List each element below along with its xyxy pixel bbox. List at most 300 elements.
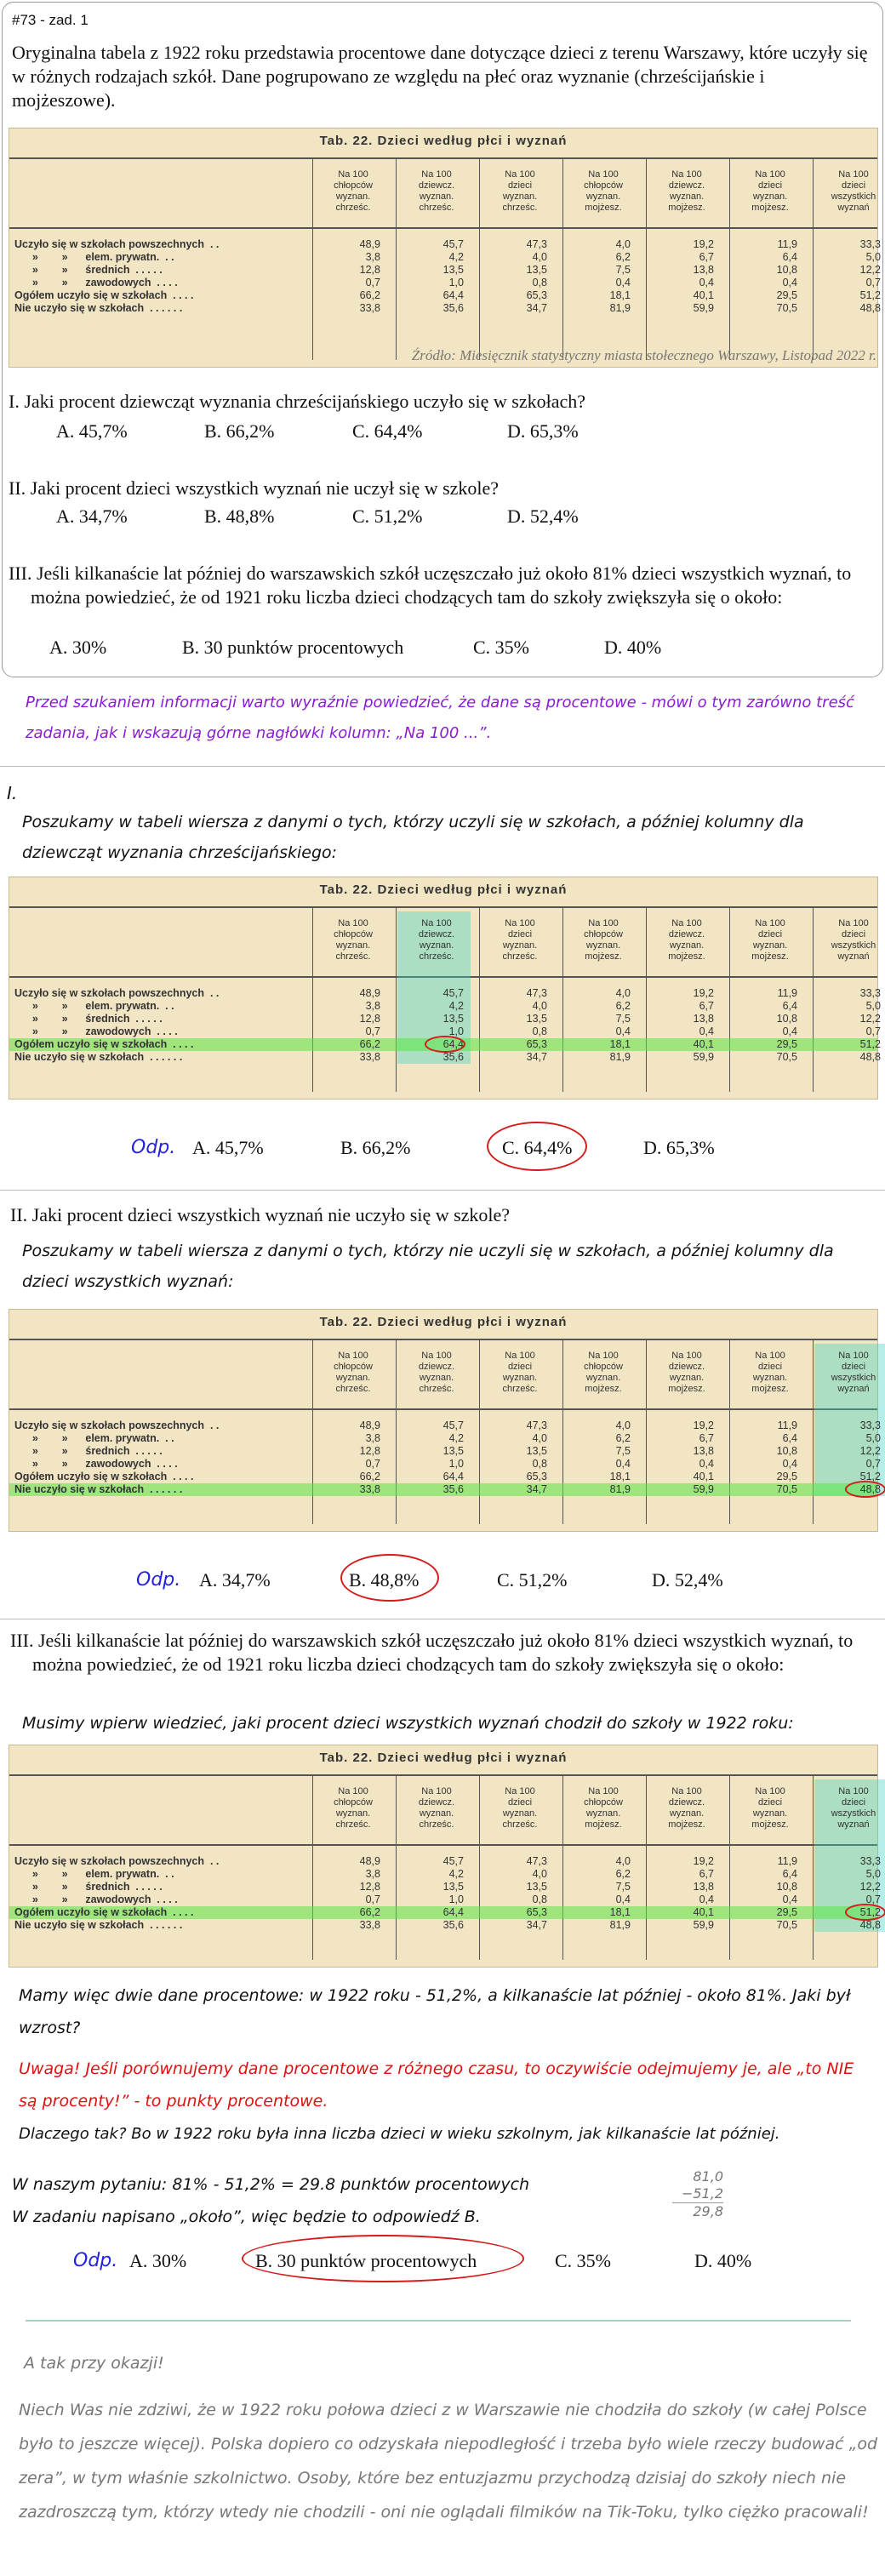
table-cell: 0,8 xyxy=(532,277,547,288)
solution-1-answer-label: Odp. xyxy=(131,1137,176,1158)
column-header-line: Na 100 xyxy=(421,1786,452,1796)
column-header-line: dzieci xyxy=(507,180,533,191)
table-cell: 11,9 xyxy=(777,238,797,250)
table-cell: 13,5 xyxy=(442,1445,464,1457)
table-cell: 64,4 xyxy=(442,1038,464,1050)
cell-circle xyxy=(845,1904,885,1921)
solution-2-question: II. Jaki procent dzieci wszystkich wyznań nie uczyło się w szkole? xyxy=(10,1204,511,1225)
solution-3-calc: W naszym pytaniu: 81% - 51,2% = 29.8 punktów procentowych xyxy=(12,2175,530,2194)
column-header-line: Na 100 xyxy=(421,169,452,180)
outro-divider xyxy=(26,2320,851,2322)
table-cell: 45,7 xyxy=(442,238,464,250)
table-cell: 11,9 xyxy=(777,1855,797,1867)
column-header xyxy=(479,1786,561,1831)
table-cell: 7,5 xyxy=(615,1013,631,1025)
column-header-line: dzieci xyxy=(757,1362,783,1372)
table-cell: 51,2 xyxy=(859,289,881,301)
column-header-line: dziewcz. xyxy=(668,1362,705,1372)
column-header xyxy=(646,1786,728,1831)
solution-1-label: I. xyxy=(7,783,18,803)
q1-option-d: D. 65,3% xyxy=(507,420,579,442)
column-header-line: Na 100 xyxy=(421,1351,452,1361)
table-cell: 51,2 xyxy=(859,1471,881,1482)
column-header-line: chłopców xyxy=(584,180,623,191)
column-header xyxy=(562,918,644,962)
column-header-line: Na 100 xyxy=(755,1351,785,1361)
row-label: Uczyło się w szkołach powszechnych . . xyxy=(14,1855,220,1867)
column-header-line: wyznan. xyxy=(585,940,621,951)
column-header-line: Na 100 xyxy=(838,1786,869,1796)
column-header-line: dzieci xyxy=(757,180,783,191)
column-header xyxy=(646,918,728,962)
task-code: #73 - zad. 1 xyxy=(12,12,88,28)
column-header-line: dzieci xyxy=(507,929,533,940)
table-cell: 64,4 xyxy=(442,289,464,301)
table-cell: 34,7 xyxy=(526,1051,547,1063)
table-cell: 4,0 xyxy=(615,238,631,250)
table-cell: 59,9 xyxy=(693,1919,714,1931)
row-label: Ogółem uczyło się w szkołach . . . . xyxy=(14,1038,194,1050)
column-header-line: mojżesz. xyxy=(668,1384,705,1394)
column-header-line: wyznan. xyxy=(669,940,705,951)
column-header-line: mojżesz. xyxy=(668,203,705,213)
table-cell: 33,3 xyxy=(859,1419,881,1431)
divider xyxy=(0,766,885,767)
table-cell: 7,5 xyxy=(615,1881,631,1893)
table-cell: 10,8 xyxy=(776,264,797,276)
column-header-line: Na 100 xyxy=(505,169,535,180)
table-cell: 0,8 xyxy=(532,1025,547,1037)
column-header xyxy=(312,1351,394,1395)
table-cell: 66,2 xyxy=(359,1906,380,1918)
outro-title: A tak przy okazji! xyxy=(24,2354,164,2373)
column-header-line: Na 100 xyxy=(755,169,785,180)
table-cell: 4,2 xyxy=(448,251,464,263)
column-header-line: mojżesz. xyxy=(668,951,705,962)
column-header-line: Na 100 xyxy=(838,1351,869,1361)
table-cell: 7,5 xyxy=(615,1445,631,1457)
table-cell: 1,0 xyxy=(448,1025,464,1037)
column-header-line: chrześc. xyxy=(419,951,454,962)
row-label: » » średnich . . . . . xyxy=(14,1445,163,1457)
q2-option-c: C. 51,2% xyxy=(352,505,423,527)
column-header xyxy=(813,918,885,962)
table-cell: 59,9 xyxy=(693,302,714,314)
row-label: Nie uczyło się w szkołach . . . . . . xyxy=(14,1919,183,1931)
row-label: » » elem. prywatn. . . xyxy=(14,1868,174,1880)
column-header-line: wszystkich xyxy=(831,191,876,202)
column-header-line: chrześc. xyxy=(335,203,371,213)
table-cell: 6,7 xyxy=(699,1868,714,1880)
column-header xyxy=(396,169,477,214)
table-cell: 65,3 xyxy=(526,1038,547,1050)
table-cell: 40,1 xyxy=(693,1471,714,1482)
table-title: Tab. 22. Dzieci według płci i wyznań xyxy=(319,1315,568,1329)
column-header xyxy=(562,1351,644,1395)
column-header-line: wyznan. xyxy=(752,940,788,951)
column-header-line: wyznan. xyxy=(752,191,788,202)
table-cell: 6,7 xyxy=(699,1000,714,1012)
table-cell: 33,8 xyxy=(359,302,380,314)
table-cell: 19,2 xyxy=(693,1419,714,1431)
column-header-line: mojżesz. xyxy=(585,1384,622,1394)
table-cell: 13,8 xyxy=(693,1881,714,1893)
table-cell: 35,6 xyxy=(442,1919,464,1931)
table-cell: 12,8 xyxy=(359,1881,380,1893)
table-rule xyxy=(9,906,877,908)
column-header-line: wyznan. xyxy=(419,1808,454,1819)
table-cell: 13,5 xyxy=(526,1445,547,1457)
table-cell: 45,7 xyxy=(442,987,464,999)
table-cell: 6,2 xyxy=(615,251,631,263)
column-header xyxy=(312,1786,394,1831)
column-header-line: dzieci xyxy=(841,1797,866,1808)
s1-answer-circle xyxy=(487,1122,587,1171)
table-cell: 13,5 xyxy=(526,1881,547,1893)
column-header-line: wyznan. xyxy=(752,1808,788,1819)
column-header xyxy=(479,169,561,214)
column-header-line: chłopców xyxy=(584,1362,623,1372)
column-header-line: Na 100 xyxy=(671,1351,702,1361)
table-title: Tab. 22. Dzieci według płci i wyznań xyxy=(319,1751,568,1765)
s1-option-c: C. 64,4% xyxy=(502,1137,573,1158)
table-cell: 1,0 xyxy=(448,1458,464,1470)
column-header-line: Na 100 xyxy=(505,918,535,928)
column-header-line: dziewcz. xyxy=(668,1797,705,1808)
solution-3-two-values: Mamy więc dwie dane procentowe: w 1922 roku - 51,2%, a kilkanaście lat później - około 81%. Jaki był wzrost? xyxy=(19,1986,851,2037)
q2-option-d: D. 52,4% xyxy=(507,505,579,527)
table-cell: 47,3 xyxy=(526,238,547,250)
q1-option-c: C. 64,4% xyxy=(352,420,423,442)
column-header-line: wyznan. xyxy=(502,940,538,951)
column-header-line: wyznan. xyxy=(335,1808,371,1819)
q3-option-d: D. 40% xyxy=(604,637,662,658)
table-cell: 0,8 xyxy=(532,1893,547,1905)
table-cell: 0,4 xyxy=(699,1893,714,1905)
column-header-line: chłopców xyxy=(334,929,373,940)
table-title: Tab. 22. Dzieci według płci i wyznań xyxy=(319,134,568,148)
table-cell: 0,7 xyxy=(365,277,380,288)
q3-option-b: B. 30 punktów procentowych xyxy=(182,637,404,658)
column-header xyxy=(729,169,811,214)
table-cell: 4,0 xyxy=(532,1000,547,1012)
column-header-line: Na 100 xyxy=(588,1786,619,1796)
column-header xyxy=(396,1351,477,1395)
cell-circle xyxy=(425,1036,465,1053)
column-header-line: wyznań xyxy=(837,1384,870,1394)
s3-option-a: A. 30% xyxy=(129,2250,187,2271)
hint-text: Przed szukaniem informacji warto wyraźnie powiedzieć, że dane są procentowe - mówi o tym zarówno treść zadania, jak i wskazują górne nagłówki kolumn: „Na 100 ...”. xyxy=(26,694,854,742)
table-cell: 11,9 xyxy=(777,987,797,999)
table-cell: 0,4 xyxy=(615,1893,631,1905)
column-header-line: dzieci xyxy=(841,929,866,940)
column-header-line: wyznan. xyxy=(502,1373,538,1383)
table-rule xyxy=(9,227,877,229)
column-header-line: wyznan. xyxy=(752,1373,788,1383)
table-cell: 10,8 xyxy=(776,1013,797,1025)
table-rule xyxy=(9,157,877,159)
table-cell: 0,4 xyxy=(699,1458,714,1470)
column-header-line: Na 100 xyxy=(588,918,619,928)
table-cell: 10,8 xyxy=(776,1881,797,1893)
column-header-line: wyznan. xyxy=(669,1808,705,1819)
table-cell: 6,4 xyxy=(782,1432,797,1444)
table-cell: 47,3 xyxy=(526,1855,547,1867)
table-cell: 5,0 xyxy=(865,1868,881,1880)
row-label: » » elem. prywatn. . . xyxy=(14,1432,174,1444)
table-cell: 59,9 xyxy=(693,1051,714,1063)
column-header xyxy=(312,169,394,214)
column-header-line: chrześc. xyxy=(502,951,538,962)
column-header xyxy=(396,1786,477,1831)
table-rule xyxy=(9,1844,877,1846)
table-cell: 5,0 xyxy=(865,1000,881,1012)
column-header xyxy=(562,1786,644,1831)
table-cell: 47,3 xyxy=(526,987,547,999)
table-cell: 48,9 xyxy=(359,987,380,999)
q2-option-b: B. 48,8% xyxy=(204,505,275,527)
table-solution-2 xyxy=(9,1309,881,1532)
table-cell: 6,4 xyxy=(782,1000,797,1012)
column-header-line: chrześc. xyxy=(335,951,371,962)
table-cell: 0,7 xyxy=(865,1458,881,1470)
row-label: » » średnich . . . . . xyxy=(14,1881,163,1893)
table-cell: 12,2 xyxy=(859,264,881,276)
intro-text: Oryginalna tabela z 1922 roku przedstawia procentowe dane dotyczące dzieci z terenu Warszawy, które uczyły się w różnych rodzajach szkół. Dane pogrupowano ze względu na płeć oraz wyznanie (chrześcijańskie i mojżeszowe). xyxy=(12,42,868,111)
column-header xyxy=(813,169,885,214)
column-header-line: Na 100 xyxy=(755,1786,785,1796)
row-label: » » średnich . . . . . xyxy=(14,264,163,276)
column-header-line: chrześc. xyxy=(335,1384,371,1394)
column-header-line: wszystkich xyxy=(831,1808,876,1819)
table-cell: 64,4 xyxy=(442,1906,464,1918)
solution-3-conclusion: W zadaniu napisano „około”, więc będzie to odpowiedź B. xyxy=(12,2208,481,2226)
table-cell: 4,2 xyxy=(448,1432,464,1444)
table-cell: 19,2 xyxy=(693,1855,714,1867)
column-header xyxy=(479,1351,561,1395)
table-cell: 12,2 xyxy=(859,1445,881,1457)
table-cell: 0,7 xyxy=(865,277,881,288)
table-cell: 34,7 xyxy=(526,302,547,314)
table-cell: 70,5 xyxy=(776,1919,797,1931)
column-header-line: dziewcz. xyxy=(418,1797,455,1808)
table-cell: 29,5 xyxy=(776,1471,797,1482)
q1-option-a: A. 45,7% xyxy=(56,420,128,442)
table-cell: 10,8 xyxy=(776,1445,797,1457)
column-header-line: wyznan. xyxy=(419,1373,454,1383)
q1-option-b: B. 66,2% xyxy=(204,420,275,442)
solution-3-warning: Uwaga! Jeśli porównujemy dane procentowe z różnego czasu, to oczywiście odejmujemy je, ale „to NIE są procenty!” - to punkty procentowe. xyxy=(19,2059,854,2110)
table-cell: 33,3 xyxy=(859,238,881,250)
column-header-line: wyznan. xyxy=(669,1373,705,1383)
s2-option-d: D. 52,4% xyxy=(652,1569,723,1591)
divider xyxy=(0,1190,885,1191)
column-header-line: Na 100 xyxy=(505,1351,535,1361)
table-cell: 45,7 xyxy=(442,1419,464,1431)
s2-answer-circle xyxy=(340,1554,439,1602)
table-cell: 29,5 xyxy=(776,1038,797,1050)
column-header xyxy=(646,169,728,214)
table-cell: 34,7 xyxy=(526,1919,547,1931)
row-label: Nie uczyło się w szkołach . . . . . . xyxy=(14,1483,183,1495)
column-header-line: wyznan. xyxy=(419,940,454,951)
table-cell: 12,2 xyxy=(859,1881,881,1893)
column-header-line: Na 100 xyxy=(755,918,785,928)
q2-option-a: A. 34,7% xyxy=(56,505,128,527)
table-cell: 18,1 xyxy=(609,1906,631,1918)
table-cell: 35,6 xyxy=(442,1483,464,1495)
column-header-line: chrześc. xyxy=(419,1384,454,1394)
table-cell: 70,5 xyxy=(776,1051,797,1063)
column-header-line: dziewcz. xyxy=(668,180,705,191)
table-source: Źródło: Miesięcznik statystyczny miasta stołecznego Warszawy, Listopad 2022 r. xyxy=(411,347,876,363)
table-cell: 65,3 xyxy=(526,289,547,301)
s2-option-b: B. 48,8% xyxy=(349,1569,420,1591)
table-cell: 3,8 xyxy=(365,1000,380,1012)
table-cell: 12,2 xyxy=(859,1013,881,1025)
table-cell: 13,5 xyxy=(442,1013,464,1025)
table-cell: 18,1 xyxy=(609,289,631,301)
s1-option-b: B. 66,2% xyxy=(340,1137,411,1158)
s1-option-a: A. 45,7% xyxy=(192,1137,264,1158)
s1-option-d: D. 65,3% xyxy=(643,1137,715,1158)
side-calc-line: −51,2 xyxy=(681,2185,723,2202)
column-header-line: wyznan. xyxy=(585,1808,621,1819)
row-label: Uczyło się w szkołach powszechnych . . xyxy=(14,1419,220,1431)
q3-option-c: C. 35% xyxy=(473,637,529,658)
table-cell: 66,2 xyxy=(359,289,380,301)
side-calc-result: 29,8 xyxy=(672,2202,723,2220)
table-cell: 0,4 xyxy=(615,1458,631,1470)
column-header-line: Na 100 xyxy=(338,918,368,928)
table-cell: 19,2 xyxy=(693,987,714,999)
table-cell: 35,6 xyxy=(442,1051,464,1063)
column-header xyxy=(562,169,644,214)
column-header-line: chrześc. xyxy=(502,1384,538,1394)
table-cell: 6,7 xyxy=(699,251,714,263)
table-cell: 6,2 xyxy=(615,1000,631,1012)
column-header-line: wszystkich xyxy=(831,940,876,951)
column-header-line: Na 100 xyxy=(588,169,619,180)
row-label: Ogółem uczyło się w szkołach . . . . xyxy=(14,1471,194,1482)
column-header-line: chłopców xyxy=(334,180,373,191)
outro-text: Niech Was nie zdziwi, że w 1922 roku połowa dzieci z w Warszawie nie chodziła do szkoły (w całej Polsce było to jeszcze więcej). Polska dopiero co odzyskała niepodległość i trzeba było wiele rzeczy budować „od zera”, w tym właśnie szkolnictwo. Osoby, które bez entuzjazmu przychodzą dzisiaj do szkoły niech nie zazdroszczą tym, którzy wtedy nie chodzili - oni nie oglądali filmików na Tik-Toku, tylko ciężko pracowali! xyxy=(19,2401,878,2522)
table-cell: 3,8 xyxy=(365,1868,380,1880)
column-header xyxy=(646,1351,728,1395)
column-header xyxy=(396,918,477,962)
table-cell: 0,7 xyxy=(865,1025,881,1037)
table-cell: 13,8 xyxy=(693,264,714,276)
column-header xyxy=(312,918,394,962)
column-header-line: Na 100 xyxy=(338,1786,368,1796)
table-cell: 45,7 xyxy=(442,1855,464,1867)
table-cell: 33,8 xyxy=(359,1483,380,1495)
table-cell: 40,1 xyxy=(693,289,714,301)
cell-circle xyxy=(845,1481,885,1498)
row-label: Ogółem uczyło się w szkołach . . . . xyxy=(14,289,194,301)
row-label: » » zawodowych . . . . xyxy=(14,1025,178,1037)
table-cell: 4,0 xyxy=(615,1855,631,1867)
table-cell: 13,5 xyxy=(442,1881,464,1893)
table-cell: 48,9 xyxy=(359,1419,380,1431)
table-cell: 12,8 xyxy=(359,1013,380,1025)
column-header xyxy=(729,1786,811,1831)
column-header-line: wyznan. xyxy=(335,940,371,951)
table-cell: 12,8 xyxy=(359,1445,380,1457)
row-label: » » elem. prywatn. . . xyxy=(14,251,174,263)
table-cell: 33,3 xyxy=(859,987,881,999)
table-cell: 35,6 xyxy=(442,302,464,314)
table-cell: 33,8 xyxy=(359,1051,380,1063)
table-cell: 5,0 xyxy=(865,1432,881,1444)
s2-option-a: A. 34,7% xyxy=(199,1569,271,1591)
column-header-line: mojżesz. xyxy=(751,1384,789,1394)
column-header-line: Na 100 xyxy=(505,1786,535,1796)
column-header-line: mojżesz. xyxy=(751,203,789,213)
table-cell: 48,8 xyxy=(859,1051,881,1063)
column-header-line: Na 100 xyxy=(838,169,869,180)
table-cell: 6,2 xyxy=(615,1868,631,1880)
table-cell: 34,7 xyxy=(526,1483,547,1495)
table-cell: 13,8 xyxy=(693,1445,714,1457)
table-cell: 65,3 xyxy=(526,1471,547,1482)
table-cell: 0,7 xyxy=(365,1893,380,1905)
column-header-line: chrześc. xyxy=(419,203,454,213)
table-cell: 0,4 xyxy=(615,277,631,288)
table-cell: 3,8 xyxy=(365,251,380,263)
table-cell: 0,4 xyxy=(699,277,714,288)
column-header-line: wyznan. xyxy=(585,191,621,202)
table-cell: 4,0 xyxy=(615,987,631,999)
column-header-line: Na 100 xyxy=(671,918,702,928)
question-3: III. Jeśli kilkanaście lat później do warszawskich szkół uczęszczało już około 81% dzieci wszystkich wyznań, to można powiedzieć, że od 1921 roku liczba dzieci chodzących tam do szkoły zwiększyła się o około: xyxy=(9,563,852,608)
table-cell: 0,4 xyxy=(699,1025,714,1037)
table-cell: 81,9 xyxy=(609,1051,631,1063)
column-header-line: mojżesz. xyxy=(751,951,789,962)
column-header-line: wyznan. xyxy=(335,191,371,202)
row-label: » » zawodowych . . . . xyxy=(14,1458,178,1470)
table-cell: 4,0 xyxy=(532,251,547,263)
table-cell: 70,5 xyxy=(776,302,797,314)
solution-2-text: Poszukamy w tabeli wiersza z danymi o tych, którzy nie uczyli się w szkołach, a później kolumny dla dzieci wszystkich wyznań: xyxy=(22,1242,834,1291)
table-cell: 0,8 xyxy=(532,1458,547,1470)
column-header-line: dziewcz. xyxy=(418,180,455,191)
table-cell: 33,3 xyxy=(859,1855,881,1867)
table-cell: 48,9 xyxy=(359,1855,380,1867)
side-calc-line: 81,0 xyxy=(693,2168,723,2185)
column-header-line: wyznan. xyxy=(669,191,705,202)
table-cell: 1,0 xyxy=(448,277,464,288)
table-cell: 66,2 xyxy=(359,1038,380,1050)
table-cell: 6,4 xyxy=(782,1868,797,1880)
row-label: » » zawodowych . . . . xyxy=(14,1893,178,1905)
table-cell: 29,5 xyxy=(776,1906,797,1918)
column-header-line: wszystkich xyxy=(831,1373,876,1383)
table-cell: 0,4 xyxy=(782,1025,797,1037)
solution-2-answer-label: Odp. xyxy=(136,1569,181,1591)
table-cell: 51,2 xyxy=(859,1906,881,1918)
table-cell: 4,0 xyxy=(615,1419,631,1431)
table-cell: 0,7 xyxy=(865,1893,881,1905)
column-header-line: chrześc. xyxy=(335,1819,371,1830)
table-solution-3 xyxy=(9,1745,881,1968)
column-header-line: wyznan. xyxy=(585,1373,621,1383)
q3-option-a: A. 30% xyxy=(49,637,107,658)
column-header-line: mojżesz. xyxy=(751,1819,789,1830)
column-header-line: mojżesz. xyxy=(668,1819,705,1830)
s3-option-b: B. 30 punktów procentowych xyxy=(255,2250,477,2271)
table-cell: 40,1 xyxy=(693,1038,714,1050)
